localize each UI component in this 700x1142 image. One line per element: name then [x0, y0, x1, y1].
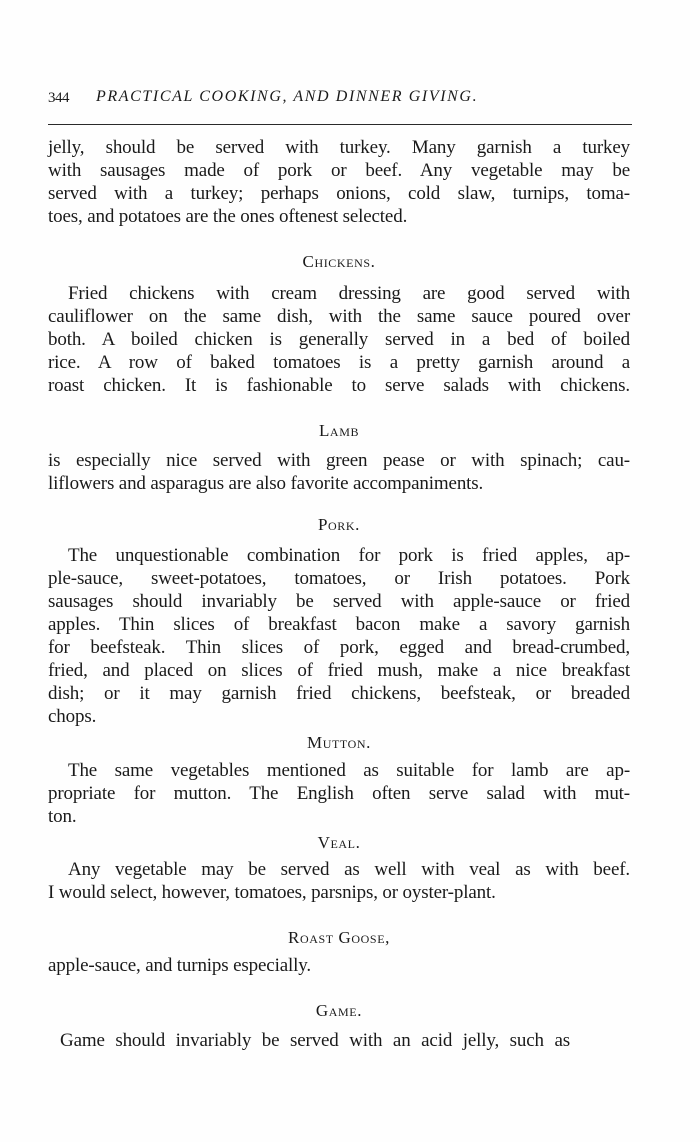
text-line: for beefsteak. Thin slices of pork, egged and bread-crumbed, — [48, 637, 630, 658]
text-line: I would select, however, tomatoes, parsnips, or oyster-plant. — [48, 882, 496, 903]
running-head — [48, 88, 630, 114]
text-line: ton. — [48, 806, 77, 827]
text-line: The unquestionable combination for pork is fried apples, ap- — [68, 545, 630, 566]
text-line: Fried chickens with cream dressing are good served with — [68, 283, 630, 304]
text-line: cauliflower on the same dish, with the same sauce poured over — [48, 306, 630, 327]
header-rule — [48, 124, 632, 125]
text-line: apple-sauce, and turnips especially. — [48, 955, 311, 976]
text-line: Any vegetable may be served as well with veal as with beef. — [68, 859, 630, 880]
section-heading-game: Game. — [315, 1001, 363, 1020]
text-line: rice. A row of baked tomatoes is a pretty garnish around a — [48, 352, 630, 373]
text-line: with sausages made of pork or beef. Any vegetable may be — [48, 160, 630, 181]
text-line: chops. — [48, 706, 97, 727]
text-line: fried, and placed on slices of fried mush, make a nice breakfast — [48, 660, 630, 681]
section-heading-pork: Pork. — [317, 515, 361, 534]
section-heading-veal: Veal. — [317, 833, 361, 852]
text-line: served with a turkey; perhaps onions, cold slaw, turnips, toma- — [48, 183, 630, 204]
text-line: ple-sauce, sweet-potatoes, tomatoes, or Irish potatoes. Pork — [48, 568, 630, 589]
section-heading-chickens: Chickens. — [302, 252, 376, 271]
text-line: is especially nice served with green pease or with spinach; cau- — [48, 450, 630, 471]
text-line: toes, and potatoes are the ones oftenest selected. — [48, 206, 408, 227]
running-title: PRACTICAL COOKING, AND DINNER GIVING. — [96, 88, 479, 105]
text-line: Game should invariably be served with an acid jelly, such as — [60, 1030, 570, 1051]
text-line: propriate for mutton. The English often serve salad with mut- — [48, 783, 630, 804]
text-line: both. A boiled chicken is generally served in a bed of boiled — [48, 329, 630, 350]
text-line: roast chicken. It is fashionable to serve salads with chickens. — [48, 375, 630, 396]
text-line: apples. Thin slices of breakfast bacon make a savory garnish — [48, 614, 630, 635]
text-line: sausages should invariably be served with apple-sauce or fried — [48, 591, 630, 612]
section-heading-lamb: Lamb — [318, 421, 360, 440]
section-heading-roast-goose: Roast Goose, — [288, 928, 390, 947]
text-line: The same vegetables mentioned as suitable for lamb are ap- — [68, 760, 630, 781]
page-number: 344 — [48, 90, 69, 106]
section-heading-mutton: Mutton. — [306, 733, 371, 752]
text-line: jelly, should be served with turkey. Many garnish a turkey — [48, 137, 630, 158]
text-line: liflowers and asparagus are also favorite accompaniments. — [48, 473, 484, 494]
text-line: dish; or it may garnish fried chickens, beefsteak, or breaded — [48, 683, 630, 704]
